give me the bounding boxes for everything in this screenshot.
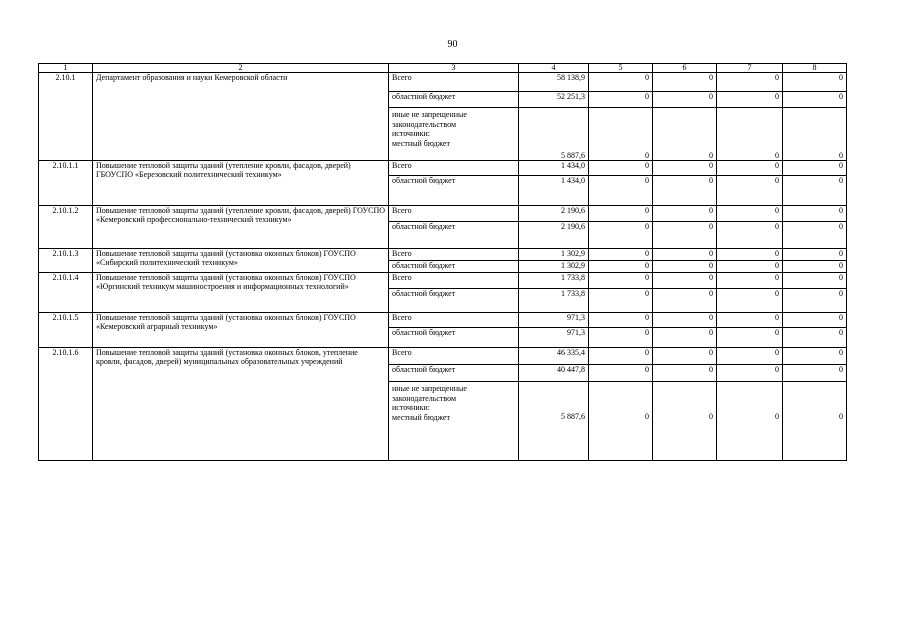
- column-header: 2: [93, 64, 389, 73]
- budget-table: [38, 63, 847, 461]
- zero-value: 0: [783, 365, 847, 382]
- zero-value: 0: [783, 313, 847, 328]
- regional-value: 1 733,8: [519, 289, 589, 313]
- zero-value: 0: [783, 161, 847, 176]
- zero-value: 0: [653, 328, 717, 348]
- zero-value: 0: [653, 92, 717, 108]
- source-total: Всего: [389, 161, 519, 176]
- regional-value: 2 190,6: [519, 222, 589, 249]
- source-total: Всего: [389, 73, 519, 92]
- zero-value: 0: [653, 313, 717, 328]
- row-code: 2.10.1.6: [39, 348, 93, 461]
- zero-value: 0: [589, 73, 653, 92]
- zero-value: 0: [653, 348, 717, 365]
- source-total: Всего: [389, 206, 519, 222]
- zero-value: 0: [783, 273, 847, 289]
- regional-value: 1 434,0: [519, 176, 589, 206]
- source-regional: областной бюджет: [389, 289, 519, 313]
- row-code: 2.10.1: [39, 73, 93, 161]
- zero-value: 0: [783, 261, 847, 273]
- source-regional: областной бюджет: [389, 365, 519, 382]
- total-value: 2 190,6: [519, 206, 589, 222]
- zero-value: 0: [717, 289, 783, 313]
- total-value: 1 302,9: [519, 249, 589, 261]
- zero-value: 0: [589, 365, 653, 382]
- table-row: [39, 206, 847, 222]
- source-regional: областной бюджет: [389, 222, 519, 249]
- row-code: 2.10.1.5: [39, 313, 93, 348]
- zero-value: 0: [783, 108, 847, 161]
- zero-value: 0: [589, 382, 653, 461]
- total-value: 58 138,9: [519, 73, 589, 92]
- zero-value: 0: [783, 206, 847, 222]
- zero-value: 0: [589, 273, 653, 289]
- zero-value: 0: [783, 348, 847, 365]
- table-row: [39, 249, 847, 261]
- zero-value: 0: [783, 249, 847, 261]
- table-row: [39, 273, 847, 289]
- zero-value: 0: [783, 382, 847, 461]
- source-total: Всего: [389, 273, 519, 289]
- zero-value: 0: [653, 382, 717, 461]
- zero-value: 0: [717, 108, 783, 161]
- column-number-row: [39, 64, 847, 73]
- zero-value: 0: [653, 73, 717, 92]
- zero-value: 0: [717, 261, 783, 273]
- zero-value: 0: [653, 222, 717, 249]
- zero-value: 0: [717, 73, 783, 92]
- zero-value: 0: [717, 222, 783, 249]
- regional-value: 52 251,3: [519, 92, 589, 108]
- zero-value: 0: [653, 273, 717, 289]
- table-row: [39, 348, 847, 365]
- row-name: Повышение тепловой защиты зданий (установка оконных блоков) ГОУСПО «Юргинский техникум машиностроения и информационных технологий»: [93, 273, 389, 313]
- zero-value: 0: [589, 206, 653, 222]
- table-row: [39, 73, 847, 92]
- zero-value: 0: [653, 176, 717, 206]
- zero-value: 0: [653, 289, 717, 313]
- source-regional: областной бюджет: [389, 261, 519, 273]
- row-name: Департамент образования и науки Кемеровской области: [93, 73, 389, 161]
- source-other: иные не запрещенные законодательством источники: местный бюджет: [389, 108, 519, 161]
- zero-value: 0: [653, 206, 717, 222]
- total-value: 1 434,0: [519, 161, 589, 176]
- zero-value: 0: [589, 249, 653, 261]
- source-total: Всего: [389, 348, 519, 365]
- zero-value: 0: [717, 328, 783, 348]
- zero-value: 0: [589, 313, 653, 328]
- row-code: 2.10.1.3: [39, 249, 93, 273]
- zero-value: 0: [717, 382, 783, 461]
- zero-value: 0: [717, 176, 783, 206]
- column-header: 4: [519, 64, 589, 73]
- zero-value: 0: [589, 328, 653, 348]
- row-name: Повышение тепловой защиты зданий (установка оконных блоков) ГОУСПО «Сибирский политехнический техникум»: [93, 249, 389, 273]
- other-value: 5 887,6: [519, 382, 589, 461]
- column-header: 6: [653, 64, 717, 73]
- row-code: 2.10.1.2: [39, 206, 93, 249]
- zero-value: 0: [589, 222, 653, 249]
- source-regional: областной бюджет: [389, 328, 519, 348]
- total-value: 1 733,8: [519, 273, 589, 289]
- row-code: 2.10.1.1: [39, 161, 93, 206]
- zero-value: 0: [589, 176, 653, 206]
- column-header: 7: [717, 64, 783, 73]
- total-value: 971,3: [519, 313, 589, 328]
- zero-value: 0: [589, 289, 653, 313]
- zero-value: 0: [589, 108, 653, 161]
- table-row: [39, 313, 847, 328]
- zero-value: 0: [589, 348, 653, 365]
- column-header: 3: [389, 64, 519, 73]
- table-row: [39, 161, 847, 176]
- source-other: иные не запрещенные законодательством источники: местный бюджет: [389, 382, 519, 461]
- zero-value: 0: [783, 328, 847, 348]
- zero-value: 0: [783, 176, 847, 206]
- zero-value: 0: [717, 348, 783, 365]
- zero-value: 0: [653, 249, 717, 261]
- zero-value: 0: [717, 273, 783, 289]
- zero-value: 0: [717, 313, 783, 328]
- zero-value: 0: [783, 92, 847, 108]
- zero-value: 0: [653, 108, 717, 161]
- zero-value: 0: [717, 206, 783, 222]
- zero-value: 0: [717, 249, 783, 261]
- other-value: 5 887,6: [519, 108, 589, 161]
- zero-value: 0: [717, 92, 783, 108]
- regional-value: 40 447,8: [519, 365, 589, 382]
- column-header: 5: [589, 64, 653, 73]
- zero-value: 0: [653, 261, 717, 273]
- zero-value: 0: [717, 161, 783, 176]
- zero-value: 0: [589, 261, 653, 273]
- total-value: 46 335,4: [519, 348, 589, 365]
- row-name: Повышение тепловой защиты зданий (утепление кровли, фасадов, дверей) ГБОУСПО «Березовский политехнический техникум»: [93, 161, 389, 206]
- regional-value: 971,3: [519, 328, 589, 348]
- zero-value: 0: [783, 73, 847, 92]
- source-regional: областной бюджет: [389, 92, 519, 108]
- zero-value: 0: [783, 222, 847, 249]
- zero-value: 0: [589, 161, 653, 176]
- zero-value: 0: [589, 92, 653, 108]
- row-name: Повышение тепловой защиты зданий (утепление кровли, фасадов, дверей) ГОУСПО «Кемеровский профессионально-технический техникум»: [93, 206, 389, 249]
- row-name: Повышение тепловой защиты зданий (установка оконных блоков) ГОУСПО «Кемеровский аграрный техникум»: [93, 313, 389, 348]
- source-total: Всего: [389, 313, 519, 328]
- source-total: Всего: [389, 249, 519, 261]
- row-code: 2.10.1.4: [39, 273, 93, 313]
- column-header: 1: [39, 64, 93, 73]
- zero-value: 0: [783, 289, 847, 313]
- zero-value: 0: [653, 365, 717, 382]
- zero-value: 0: [717, 365, 783, 382]
- source-regional: областной бюджет: [389, 176, 519, 206]
- regional-value: 1 302,9: [519, 261, 589, 273]
- column-header: 8: [783, 64, 847, 73]
- zero-value: 0: [653, 161, 717, 176]
- row-name: Повышение тепловой защиты зданий (установка оконных блоков, утепление кровли, фасадов, дверей) муниципальных образовательных учреждений: [93, 348, 389, 461]
- page-number: 90: [447, 39, 458, 50]
